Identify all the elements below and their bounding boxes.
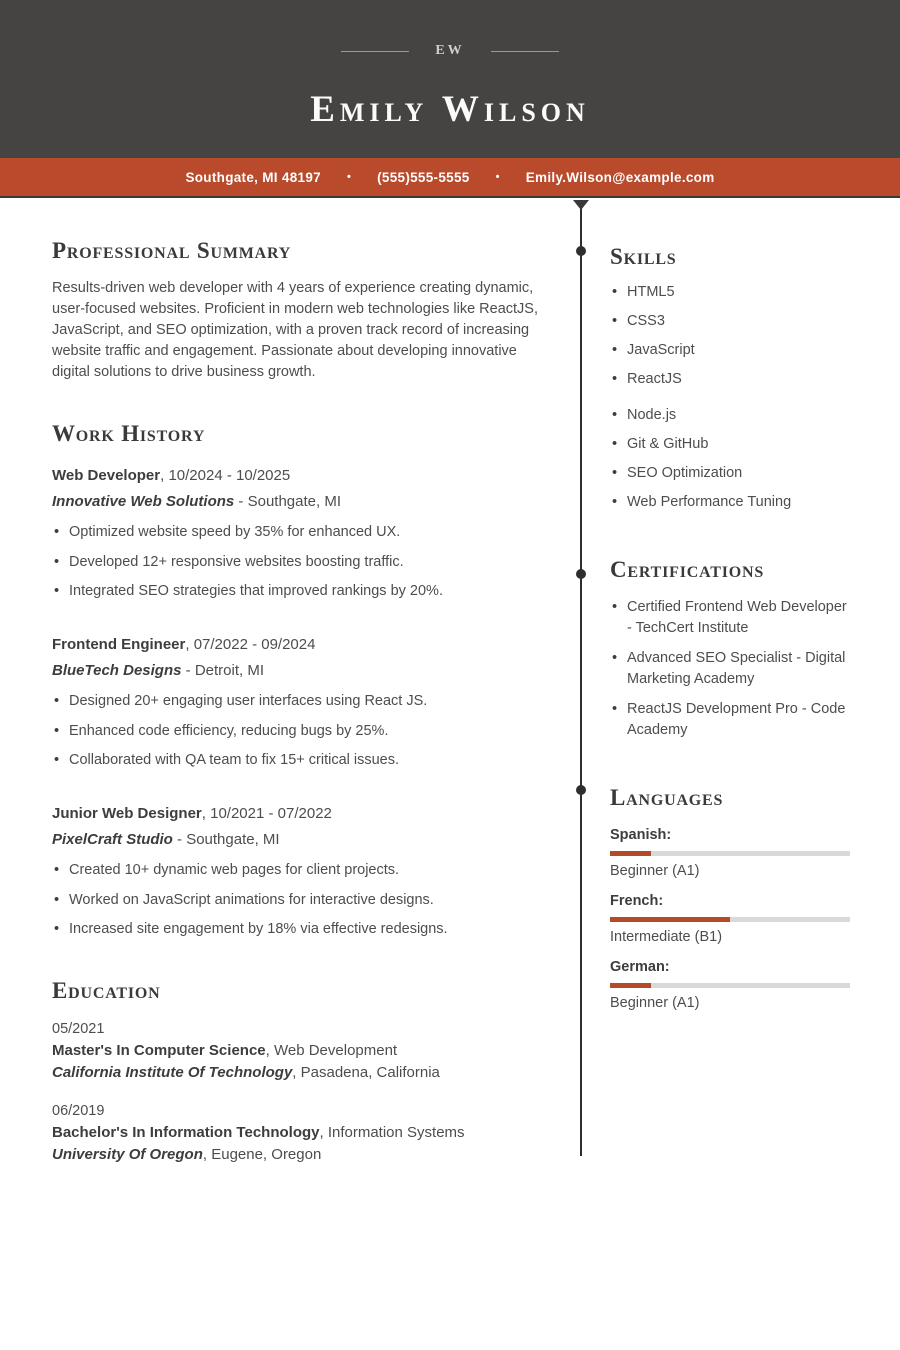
education-school-line: [52, 1144, 544, 1166]
job-company-line: [52, 827, 544, 853]
section-professional-summary: [52, 236, 544, 383]
right-column: [610, 200, 850, 1023]
certifications-list: [610, 597, 850, 741]
contact-bar: [0, 158, 900, 196]
language-item: [610, 891, 850, 948]
job-title: Web Developer: [52, 467, 161, 484]
job-dates: 10/2021 - 07/2022: [210, 805, 332, 822]
contact-phone: (555)555-5555: [377, 169, 470, 185]
separator: -: [181, 662, 195, 679]
language-progress-track: [610, 917, 850, 922]
education-degree: Master's In Computer Science: [52, 1042, 266, 1059]
job-location: Southgate, MI: [186, 831, 280, 848]
language-progress-track: [610, 983, 850, 988]
contact-separator-icon: •: [495, 171, 500, 183]
job-bullet-list: [52, 691, 544, 771]
separator: ,: [160, 467, 169, 484]
skill-item: • SEO Optimization: [627, 463, 850, 484]
language-progress-track: [610, 851, 850, 856]
section-title: Work History: [52, 421, 206, 446]
section-skills: [610, 242, 850, 513]
job-company-line: [52, 489, 544, 515]
education-degree: Bachelor's In Information Technology: [52, 1124, 320, 1141]
language-item: [610, 957, 850, 1014]
job-bullet: • Optimized website speed by 35% for enhanced UX.: [69, 522, 544, 543]
certification-item: • Advanced SEO Specialist - Digital Marketing Academy: [627, 648, 850, 690]
education-date: 05/2021: [52, 1021, 105, 1037]
divider-dot-icon: [576, 246, 586, 256]
skill-item: • ReactJS: [627, 369, 850, 390]
divider-arrow-icon: [573, 200, 589, 210]
job-bullet: • Increased site engagement by 18% via effective redesigns.: [69, 919, 544, 940]
section-title: Professional Summary: [52, 238, 292, 263]
skill-item: • CSS3: [627, 311, 850, 332]
page-title: Emily Wilson: [310, 89, 590, 130]
education-school: University Of Oregon: [52, 1145, 203, 1163]
job-company: BlueTech Designs: [52, 662, 182, 679]
education-field: Web Development: [273, 1042, 398, 1059]
job-company: PixelCraft Studio: [52, 831, 173, 848]
job-bullet: • Collaborated with QA team to fix 15+ critical issues.: [69, 750, 544, 771]
job-bullet: • Integrated SEO strategies that improved rankings by 20%.: [69, 581, 544, 602]
language-progress-fill: [610, 917, 730, 922]
skill-item: • Git & GitHub: [627, 434, 850, 455]
education-entry: [52, 1101, 544, 1165]
separator: -: [172, 831, 187, 848]
education-school-line: [52, 1062, 544, 1084]
section-certifications: [610, 555, 850, 741]
education-degree-line: [52, 1122, 544, 1144]
contact-separator-icon: •: [346, 171, 352, 183]
column-divider: [580, 200, 582, 1156]
job-company-line: [52, 658, 544, 684]
job-bullet: • Enhanced code efficiency, reducing bugs by 25%.: [69, 721, 544, 742]
skills-list: [610, 405, 850, 513]
monogram-initials: EW: [435, 43, 465, 58]
job-bullet: • Worked on JavaScript animations for interactive designs.: [69, 890, 544, 911]
language-name: French:: [610, 893, 664, 909]
contact-email: Emily.Wilson@example.com: [525, 169, 715, 185]
header-rule: [0, 196, 900, 198]
job-title: Frontend Engineer: [52, 636, 186, 653]
education-school: California Institute Of Technology: [52, 1063, 293, 1081]
left-column: [52, 200, 544, 1183]
header: [0, 0, 900, 158]
language-item: [610, 825, 850, 882]
job-entry: [52, 463, 544, 602]
separator: ,: [265, 1042, 274, 1059]
divider-dot-icon: [576, 569, 586, 579]
section-languages: [610, 783, 850, 1014]
certification-item: • ReactJS Development Pro - Code Academy: [627, 699, 850, 741]
job-location: Detroit, MI: [194, 662, 265, 679]
monogram: [0, 40, 900, 62]
job-title-line: [52, 463, 544, 489]
education-date: 06/2019: [52, 1103, 105, 1119]
language-level: Intermediate (B1): [610, 929, 723, 945]
section-work-history: [52, 419, 544, 940]
certification-item: • Certified Frontend Web Developer - TechCert Institute: [627, 597, 850, 639]
separator: ,: [201, 805, 211, 822]
job-location: Southgate, MI: [247, 493, 341, 510]
job-title-line: [52, 801, 544, 827]
education-entry: [52, 1019, 544, 1083]
monogram-left-line: [341, 51, 409, 52]
skill-item: • Web Performance Tuning: [627, 492, 850, 513]
education-location: Eugene, Oregon: [211, 1145, 322, 1163]
language-level: Beginner (A1): [610, 995, 700, 1011]
separator: ,: [202, 1145, 212, 1163]
monogram-right-line: [491, 51, 559, 52]
job-bullet: • Created 10+ dynamic web pages for client projects.: [69, 860, 544, 881]
section-title: Skills: [610, 244, 677, 269]
separator: ,: [319, 1124, 328, 1141]
job-bullet-list: [52, 522, 544, 602]
education-degree-line: [52, 1040, 544, 1062]
separator: ,: [292, 1063, 301, 1081]
separator: ,: [185, 636, 194, 653]
language-name: German:: [610, 959, 670, 975]
section-title: Certifications: [610, 557, 765, 582]
divider-dot-icon: [576, 785, 586, 795]
job-bullet: • Developed 12+ responsive websites boosting traffic.: [69, 552, 544, 573]
skill-item: • HTML5: [627, 282, 850, 303]
job-dates: 07/2022 - 09/2024: [193, 636, 316, 653]
section-title: Languages: [610, 785, 724, 810]
job-bullet-list: [52, 860, 544, 940]
job-entry: [52, 801, 544, 940]
section-title: Education: [52, 978, 161, 1003]
skills-list: [610, 282, 850, 390]
job-bullet: • Designed 20+ engaging user interfaces using React JS.: [69, 691, 544, 712]
education-field: Information Systems: [327, 1124, 465, 1141]
education-location: Pasadena, California: [300, 1063, 440, 1081]
language-progress-fill: [610, 851, 651, 856]
summary-text: Results-driven web developer with 4 years of experience creating dynamic, user-focused websites. Proficient in modern web technologies like ReactJS, JavaScript, and SEO optimization, with a proven track record of increasing website traffic and engagement. Passionate about developing innovative digital solutions to drive business growth.: [52, 280, 538, 380]
section-education: [52, 976, 544, 1165]
contact-location: Southgate, MI 48197: [185, 169, 321, 185]
job-title: Junior Web Designer: [52, 805, 202, 822]
separator: -: [234, 493, 248, 510]
job-entry: [52, 632, 544, 771]
language-progress-fill: [610, 983, 651, 988]
job-title-line: [52, 632, 544, 658]
language-level: Beginner (A1): [610, 863, 700, 879]
languages-list: [610, 825, 850, 1014]
job-dates: 10/2024 - 10/2025: [168, 467, 291, 484]
language-name: Spanish:: [610, 827, 672, 843]
job-company: Innovative Web Solutions: [52, 493, 235, 510]
skill-item: • Node.js: [627, 405, 850, 426]
skill-item: • JavaScript: [627, 340, 850, 361]
